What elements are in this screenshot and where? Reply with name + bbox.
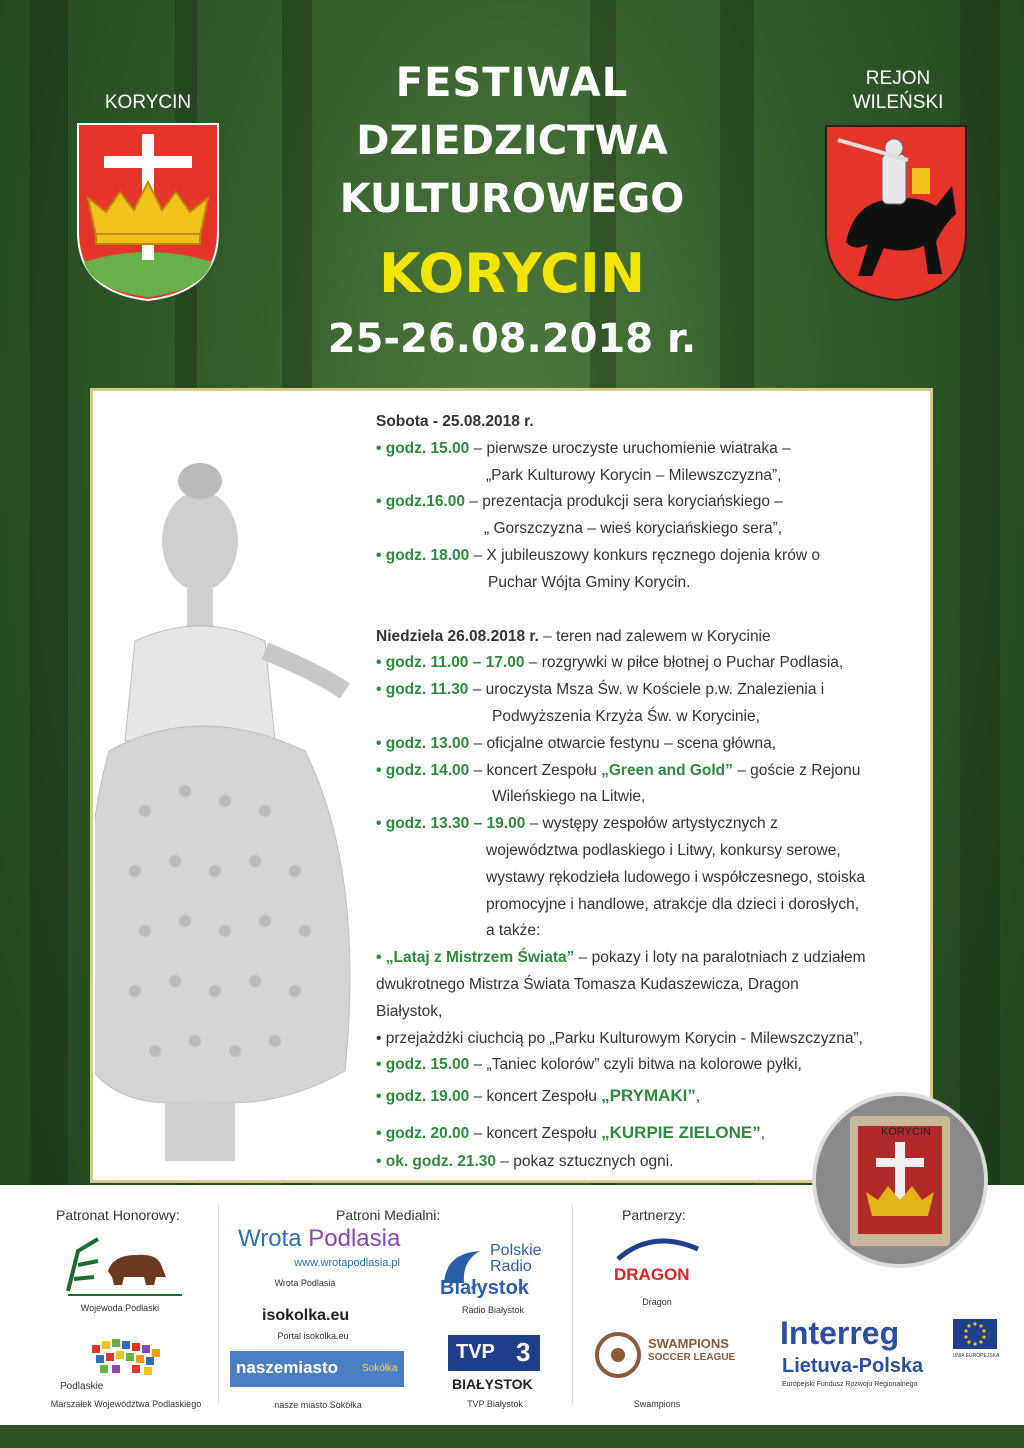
sunday-item-6-cont-1: dwukrotnego Mistrza Świata Tomasza Kudaszewicza, Dragon	[376, 975, 799, 993]
saturday-item-3: • godz. 18.00 – X jubileuszowy konkurs ręcznego dojenia krów o	[376, 546, 820, 564]
program-panel	[90, 388, 933, 1183]
honorary-patronage-heading: Patronat Honorowy:	[56, 1207, 180, 1223]
cheese-lady-statue-image	[95, 451, 375, 1181]
naszemiasto-caption: nasze miasto Sokółka	[274, 1400, 362, 1410]
sunday-item-5-cont-1: województwa podlaskiego i Litwy, konkursy serowe,	[486, 841, 841, 859]
tvp3-logo: TVP 3	[448, 1335, 540, 1371]
sunday-item-2-cont: Podwyższenia Krzyża Św. w Korycinie,	[492, 707, 760, 725]
naszemiasto-logo: naszemiasto Sokółka	[230, 1351, 404, 1387]
title-line-2: DZIEDZICTWA	[356, 118, 668, 164]
sunday-item-11: • ok. godz. 21.30 – pokaz sztucznych ogni.	[376, 1152, 674, 1170]
wrota-url: www.wrotapodlasia.pl	[294, 1257, 400, 1269]
saturday-item-1: • godz. 15.00 – pierwsze uroczyste uruchomienie wiatraka –	[376, 439, 791, 457]
swampions-logo: SWAMPIONS SOCCER LEAGUE	[648, 1336, 736, 1363]
radio-bialystok-logo: Polskie Radio	[490, 1242, 542, 1275]
partners-heading: Partnerzy:	[622, 1207, 686, 1223]
sunday-item-9: • godz. 19.00 – koncert Zespołu „PRYMAKI”,	[376, 1086, 701, 1106]
sunday-item-6: • „Lataj z Mistrzem Świata” – pokazy i loty na paralotniach z udziałem	[376, 949, 866, 967]
dragon-logo: DRAGON	[614, 1265, 690, 1284]
sunday-item-5: • godz. 13.30 – 19.00 – występy zespołów artystycznych z	[376, 815, 778, 833]
dragon-swoosh-icon	[612, 1235, 704, 1265]
sunday-item-5-cont-2: wystawy rękodzieła ludowego i współczesnego, stoiska	[486, 868, 866, 886]
wrota-caption: Wrota Podlasia	[274, 1278, 336, 1288]
right-crest-label-2: WILEŃSKI	[852, 92, 944, 113]
sunday-item-6-cont-2: Białystok,	[376, 1002, 443, 1020]
saturday-item-3-cont: Puchar Wójta Gminy Korycin.	[488, 573, 691, 591]
wojewoda-bison-logo-icon	[58, 1231, 188, 1301]
radio-caption: Radio Białystok	[461, 1305, 525, 1315]
dragon-caption: Dragon	[642, 1297, 672, 1307]
right-crest-label-1: REJON	[865, 68, 931, 89]
sunday-item-4: • godz. 14.00 – koncert Zespołu „Green and Gold” – goście z Rejonu	[376, 761, 861, 779]
tvp-city: BIAŁYSTOK	[452, 1376, 533, 1392]
isokolka-caption: Portal isokolka.eu	[277, 1331, 349, 1341]
eu-caption: UNIA EUROPEJSKA	[952, 1353, 1000, 1359]
title-line-1: FESTIWAL	[395, 60, 629, 106]
interreg-fund: Europejski Fundusz Rozwoju Regionalnego	[782, 1381, 918, 1388]
sunday-item-7: • przejażdżki ciuchcią po „Parku Kulturowym Korycin - Milewszczyzna”,	[376, 1029, 863, 1047]
saturday-item-1-cont: „Park Kulturowy Korycin – Milewszczyzna”,	[486, 466, 782, 484]
badge-text: KORYCIN	[881, 1126, 931, 1138]
bottom-green-strip	[0, 1425, 1024, 1448]
sunday-item-5-cont-4: a także:	[486, 922, 541, 940]
sunday-item-2: • godz. 11.30 – uroczysta Msza Św. w Kościele p.w. Znalezienia i	[376, 681, 825, 699]
program-text	[376, 409, 936, 1176]
marszalek-caption: Marszałek Województwa Podlaskiego	[50, 1399, 202, 1409]
podlaskie-mosaic-logo-icon	[88, 1335, 172, 1385]
sunday-item-4-cont: Wileńskiego na Litwie,	[492, 788, 646, 806]
radio-bialystok-name: Białystok	[440, 1277, 529, 1299]
woven-crest-badge	[812, 1092, 988, 1268]
interreg-logo: Interreg	[780, 1315, 900, 1351]
eu-flag-icon	[953, 1319, 997, 1349]
separator-1	[218, 1205, 219, 1405]
sunday-item-3: • godz. 13.00 – oficjalne otwarcie festynu – scena główna,	[376, 734, 777, 752]
tvp-caption: TVP Białystok	[467, 1399, 523, 1409]
saturday-item-2: • godz.16.00 – prezentacja produkcji sera koryciańskiego –	[376, 493, 783, 511]
title-line-3: KULTUROWEGO	[339, 176, 685, 222]
interreg-subtitle: Lietuva-Polska	[782, 1355, 924, 1377]
wrota-podlasia-logo: Wrota Podlasia	[238, 1225, 401, 1252]
saturday-item-2-cont: „ Gorszczyzna – wieś koryciańskiego sera”,	[484, 520, 783, 538]
swampions-caption: Swampions	[633, 1399, 681, 1409]
podlaskie-text: Podlaskie	[60, 1381, 104, 1392]
title-korycin: KORYCIN	[378, 242, 646, 305]
sunday-item-5-cont-3: promocyjne i handlowe, atrakcje dla dzieci i dorosłych,	[486, 895, 860, 913]
wojewoda-caption: Wojewoda Podlaski	[80, 1303, 160, 1313]
saturday-heading: Sobota - 25.08.2018 r.	[376, 413, 534, 430]
woven-crest-photo-icon	[816, 1096, 984, 1264]
sunday-item-1: • godz. 11.00 – 17.00 – rozgrywki w piłce błotnej o Puchar Podlasia,	[376, 654, 844, 672]
sunday-heading: Niedziela 26.08.2018 r. – teren nad zalewem w Korycinie	[376, 627, 771, 645]
sunday-item-10: • godz. 20.00 – koncert Zespołu „KURPIE ZIELONE”,	[376, 1122, 766, 1142]
swampions-ball-icon	[594, 1331, 642, 1379]
left-crest-label: KORYCIN	[104, 92, 192, 113]
isokolka-logo: isokolka.eu	[262, 1307, 350, 1324]
festival-dates: 25-26.08.2018 r.	[327, 316, 697, 362]
media-patrons-heading: Patroni Medialni:	[336, 1207, 441, 1223]
korycin-coat-of-arms-icon	[76, 122, 220, 302]
separator-2	[572, 1205, 573, 1405]
sunday-item-8: • godz. 15.00 – „Taniec kolorów” czyli bitwa na kolorowe pyłki,	[376, 1056, 802, 1074]
vilnius-district-coat-of-arms-icon	[824, 124, 968, 302]
